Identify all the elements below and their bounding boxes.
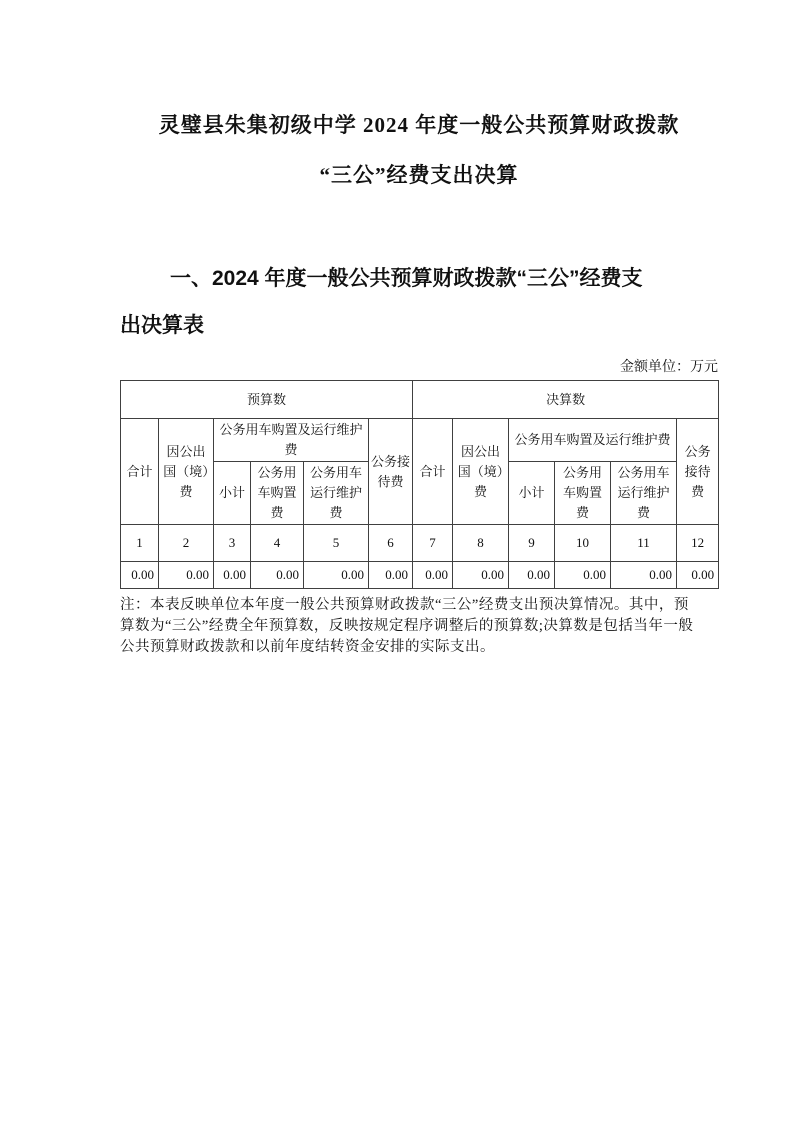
col-number: 2	[159, 525, 214, 562]
budget-col-reception: 公务接待费	[369, 419, 413, 525]
document-title	[120, 100, 718, 200]
col-number: 1	[121, 525, 159, 562]
table-note-line-2: 算数为“三公”经费全年预算数，反映按规定程序调整后的预算数;决算数是包括当年一般	[120, 618, 694, 634]
value-cell: 0.00	[509, 562, 555, 589]
table-note	[120, 595, 718, 658]
final-col-vehicle-group: 公务用车购置及运行维护费	[509, 419, 677, 462]
group-header-budget: 预算数	[121, 381, 413, 419]
col-number: 11	[611, 525, 677, 562]
table-note-line-1: 注：本表反映单位本年度一般公共预算财政拨款“三公”经费支出预决算情况。其中，预	[120, 597, 689, 613]
value-cell: 0.00	[121, 562, 159, 589]
value-cell: 0.00	[251, 562, 304, 589]
col-number: 10	[555, 525, 611, 562]
col-number: 3	[214, 525, 251, 562]
col-number: 8	[453, 525, 509, 562]
value-cell: 0.00	[611, 562, 677, 589]
value-cell: 0.00	[304, 562, 369, 589]
section-heading-line-1: 一、2024 年度一般公共预算财政拨款“三公”经费支	[170, 267, 643, 290]
value-cell: 0.00	[677, 562, 719, 589]
final-col-subtotal: 小计	[509, 462, 555, 525]
value-cell: 0.00	[369, 562, 413, 589]
budget-col-total: 合计	[121, 419, 159, 525]
col-number: 9	[509, 525, 555, 562]
table-row-headers-upper	[121, 419, 719, 462]
section-heading	[120, 255, 718, 349]
col-number: 7	[413, 525, 453, 562]
table-row-groups	[121, 381, 719, 419]
content-column	[120, 0, 718, 658]
col-number: 4	[251, 525, 304, 562]
document-title-line-1: 灵璧县朱集初级中学 2024 年度一般公共预算财政拨款	[158, 113, 680, 137]
table-row-values	[121, 562, 719, 589]
group-header-final: 决算数	[413, 381, 719, 419]
value-cell: 0.00	[413, 562, 453, 589]
final-col-reception: 公务接待费	[677, 419, 719, 525]
final-col-abroad: 因公出国（境）费	[453, 419, 509, 525]
budget-col-abroad: 因公出国（境）费	[159, 419, 214, 525]
final-col-total: 合计	[413, 419, 453, 525]
col-number: 12	[677, 525, 719, 562]
col-number: 5	[304, 525, 369, 562]
value-cell: 0.00	[453, 562, 509, 589]
table-note-line-3: 公共预算财政拨款和以前年度结转资金安排的实际支出。	[120, 639, 495, 655]
col-number: 6	[369, 525, 413, 562]
budget-col-vehicle-group: 公务用车购置及运行维护费	[214, 419, 369, 462]
budget-col-maintenance: 公务用车运行维护费	[304, 462, 369, 525]
value-cell: 0.00	[214, 562, 251, 589]
section-heading-line-2: 出决算表	[120, 314, 204, 337]
three-public-expense-table	[120, 380, 719, 589]
final-col-purchase: 公务用车购置费	[555, 462, 611, 525]
budget-col-purchase: 公务用车购置费	[251, 462, 304, 525]
document-title-line-2: “三公”经费支出决算	[319, 163, 519, 187]
value-cell: 0.00	[555, 562, 611, 589]
value-cell: 0.00	[159, 562, 214, 589]
table-row-column-numbers	[121, 525, 719, 562]
amount-unit-label: 金额单位：万元	[620, 360, 718, 375]
budget-col-subtotal: 小计	[214, 462, 251, 525]
final-col-maintenance: 公务用车运行维护费	[611, 462, 677, 525]
